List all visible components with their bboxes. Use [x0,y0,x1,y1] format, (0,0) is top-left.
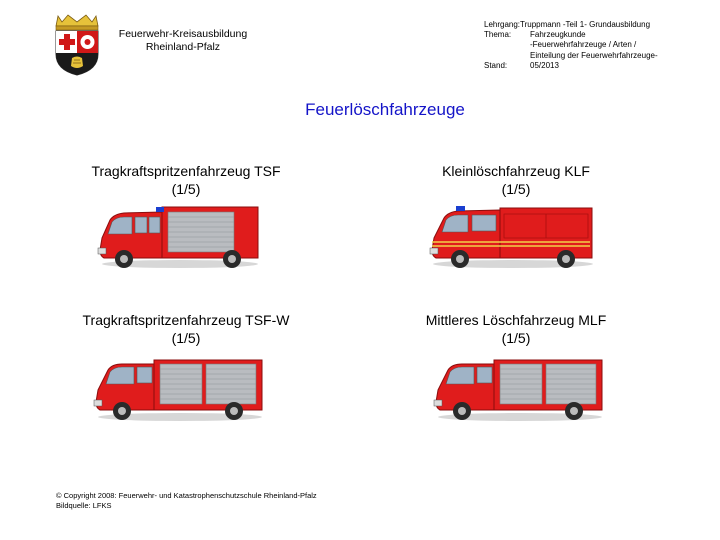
coat-of-arms-icon [50,14,104,76]
copyright-text: © Copyright 2008: Feuerwehr- und Katastrophenschutzschule Rheinland-Pfalz [56,491,317,500]
course-info [484,20,714,71]
fire-truck-mlf-icon [434,354,606,424]
vehicle-name: Tragkraftspritzenfahrzeug TSF-W [82,312,290,328]
footer [56,491,376,511]
organization-line-2: Rheinland-Pfalz [145,41,221,53]
vehicle-crew: (1/5) [501,330,531,346]
vehicle-caption-tsfw [46,311,326,347]
vehicle-caption-klf [376,162,656,198]
vehicle-crew: (1/5) [171,330,201,346]
fire-truck-tsfw-icon [94,354,266,424]
fire-truck-tsf-icon [98,198,262,272]
vehicle-name: Mittleres Löschfahrzeug MLF [425,312,607,328]
vehicle-crew: (1/5) [171,181,201,197]
course-line: Lehrgang:Truppmann -Teil 1- Grundausbildung [484,20,651,29]
vehicle-caption-tsf [46,162,326,198]
topic-line-1: Fahrzeugkunde [530,30,586,40]
organization-name [108,28,258,54]
vehicle-name: Kleinlöschfahrzeug KLF [442,163,590,179]
topic-label: Thema: [484,30,512,40]
status-value: 05/2013 [530,60,559,70]
vehicle-name: Tragkraftspritzenfahrzeug TSF [91,163,281,179]
fire-truck-klf-icon [430,198,596,272]
vehicle-crew: (1/5) [501,181,531,197]
vehicle-caption-mlf [376,311,656,347]
organization-line-1: Feuerwehr-Kreisausbildung [118,28,248,40]
image-source: Bildquelle: LFKS [56,501,112,510]
page-title: Feuerlöschfahrzeuge [305,100,465,119]
topic-line-2: -Feuerwehrfahrzeuge / Arten / [530,40,637,50]
topic-line-3: Einteilung der Feuerwehrfahrzeuge- [530,50,658,60]
status-label: Stand: [484,60,508,70]
